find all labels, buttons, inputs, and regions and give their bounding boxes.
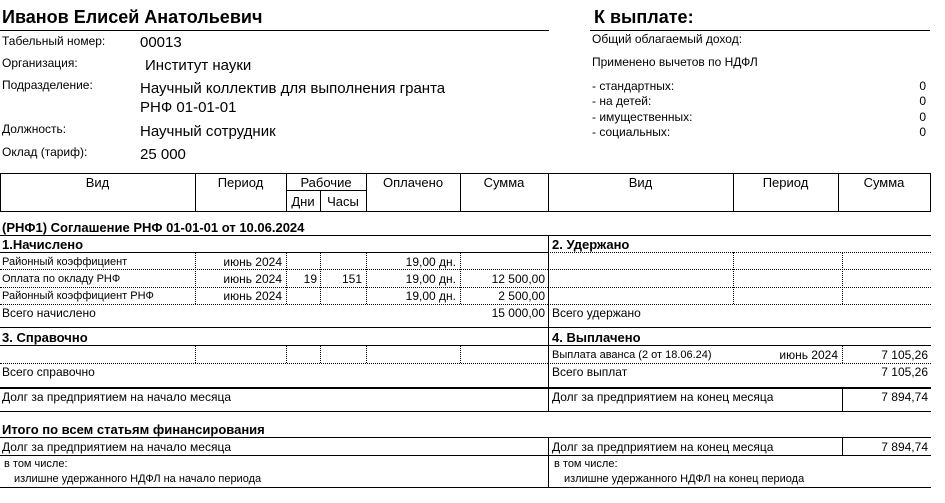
hdr-sep-9 (930, 173, 931, 211)
summary-bottom (0, 487, 931, 488)
payout-underline (590, 30, 930, 31)
paid-title: 4. Выплачено (552, 330, 641, 345)
name-underline (0, 30, 549, 31)
work-subheader-line (286, 190, 366, 191)
summary-row-line (0, 455, 931, 456)
dept-label: Подразделение: (2, 78, 93, 92)
section3-top (0, 327, 931, 328)
section1-top (0, 235, 931, 236)
withheld-row1-line (548, 269, 931, 270)
debt-end-value: 7 894,74 (881, 390, 928, 404)
summary-over-start: излишне удержанного НДФЛ на начало периода (14, 473, 262, 485)
withheld-row2-line (548, 287, 931, 288)
reference-vsep-4 (366, 345, 367, 363)
summary-debt-end-value: 7 894,74 (881, 440, 928, 454)
position-value: Научный сотрудник (140, 123, 276, 140)
col-work-header: Рабочие (300, 175, 352, 190)
paid-row-line (548, 363, 931, 364)
debt-row-top (0, 387, 931, 389)
col-vid-header: Вид (85, 175, 110, 190)
payout-title: К выплате: (594, 7, 694, 27)
section3-title-underline (0, 345, 931, 346)
summary-including-left: в том числе: (4, 458, 68, 470)
reference-vsep-1 (195, 345, 196, 363)
accrued-title-underline (0, 252, 548, 253)
mid-divider-1 (548, 235, 549, 327)
col-days-header: Дни (291, 194, 315, 209)
withheld-vsep-1 (733, 252, 734, 304)
summary-debt-start-label: Долг за предприятием на начало месяца (2, 440, 232, 454)
reference-title: 3. Справочно (2, 330, 88, 345)
accrued-row1-period: июнь 2024 (223, 255, 282, 269)
col-hours-header: Часы (327, 194, 359, 209)
tab-number-label: Табельный номер: (2, 34, 106, 48)
reference-total-label: Всего справочно (2, 365, 95, 379)
mid-divider-2 (548, 327, 549, 412)
withheld-row-top (548, 252, 931, 253)
debt-end-label: Долг за предприятием на конец месяца (552, 390, 774, 404)
deduction-standard-label: - стандартных: (592, 79, 675, 93)
accrued-row2-vid: Оплата по окладу РНФ (2, 273, 121, 285)
col-sum-header: Сумма (483, 175, 525, 190)
summary-debt-end-label: Долг за предприятием на конец месяца (552, 440, 774, 454)
table-header-top (0, 173, 931, 174)
paid-total-value: 7 105,26 (881, 365, 928, 379)
accrued-row3-vid: Районный коэффициент РНФ (2, 290, 154, 302)
summary-mid-divider (548, 437, 549, 487)
deduction-social-value: 0 (919, 125, 926, 139)
accrued-row2-period: июнь 2024 (223, 272, 282, 286)
debt-row-bottom (0, 411, 931, 412)
org-label: Организация: (2, 56, 78, 70)
col-paid-header: Оплачено (382, 175, 444, 190)
dept-value-line1: Научный коллектив для выполнения гранта (140, 80, 446, 97)
paid-row1-sum: 7 105,26 (881, 348, 928, 362)
employee-name: Иванов Елисей Анатольевич (2, 7, 263, 27)
col-sum-right-header: Сумма (863, 175, 905, 190)
debt-start-label: Долг за предприятием на начало месяца (2, 390, 232, 404)
accrued-row3-sum: 2 500,00 (498, 289, 545, 303)
withheld-title: 2. Удержано (552, 237, 630, 252)
paid-row1-period: июнь 2024 (779, 348, 838, 362)
deduction-children-value: 0 (919, 94, 926, 108)
summary-including-right: в том числе: (554, 458, 618, 470)
accrued-row2-days: 19 (303, 272, 317, 286)
withheld-vsep-2 (842, 252, 843, 304)
accrued-row3-period: июнь 2024 (223, 289, 282, 303)
reference-vsep-3 (320, 345, 321, 363)
deduction-property-label: - имущественных: (592, 110, 693, 124)
withheld-row3-line (548, 304, 931, 305)
reference-vsep-5 (460, 345, 461, 363)
paid-row1-vid: Выплата аванса (2 от 18.06.24) (552, 349, 712, 361)
deduction-social-label: - социальных: (592, 125, 671, 139)
accrued-total-value: 15 000,00 (491, 306, 545, 320)
reference-row-line (0, 363, 548, 364)
withheld-total-label: Всего удержано (552, 306, 641, 320)
accrued-row3-paid: 19,00 дн. (405, 289, 456, 303)
table-header-bottom (0, 211, 931, 212)
accrued-row1-vid: Районный коэффициент (2, 256, 128, 268)
deductions-applied-label: Применено вычетов по НДФЛ (592, 55, 758, 69)
salary-label: Оклад (тариф): (2, 145, 88, 159)
accrued-total-label: Всего начислено (2, 306, 96, 320)
accrued-row3-line (0, 304, 548, 305)
accrued-row2-sum: 12 500,00 (491, 272, 545, 286)
deduction-property-value: 0 (919, 110, 926, 124)
accrued-row2-paid: 19,00 дн. (405, 272, 456, 286)
col-period-header: Период (217, 175, 264, 190)
summary-over-end: излишне удержанного НДФЛ на конец периода (564, 473, 805, 485)
deduction-standard-value: 0 (919, 79, 926, 93)
accrued-row2-line (0, 287, 548, 288)
salary-value: 25 000 (140, 146, 186, 163)
accrued-row1-line (0, 269, 548, 270)
summary-title: Итого по всем статьям финансирования (2, 422, 265, 437)
deduction-children-label: - на детей: (592, 94, 652, 108)
agreement-title: (РНФ1) Соглашение РНФ 01-01-01 от 10.06.2024 (2, 220, 305, 235)
accrued-row1-paid: 19,00 дн. (405, 255, 456, 269)
col-period-right-header: Период (762, 175, 809, 190)
position-label: Должность: (2, 122, 67, 136)
dept-value-line2: РНФ 01-01-01 (140, 99, 237, 116)
accrued-row2-hours: 151 (341, 272, 362, 286)
col-vid-right-header: Вид (628, 175, 653, 190)
tab-number-value: 00013 (140, 34, 182, 51)
reference-vsep-2 (286, 345, 287, 363)
paid-total-label: Всего выплат (552, 365, 628, 379)
org-value: Институт науки (145, 57, 252, 74)
summary-top (0, 437, 931, 438)
taxable-income-label: Общий облагаемый доход: (592, 32, 743, 46)
accrued-title: 1.Начислено (2, 237, 84, 252)
